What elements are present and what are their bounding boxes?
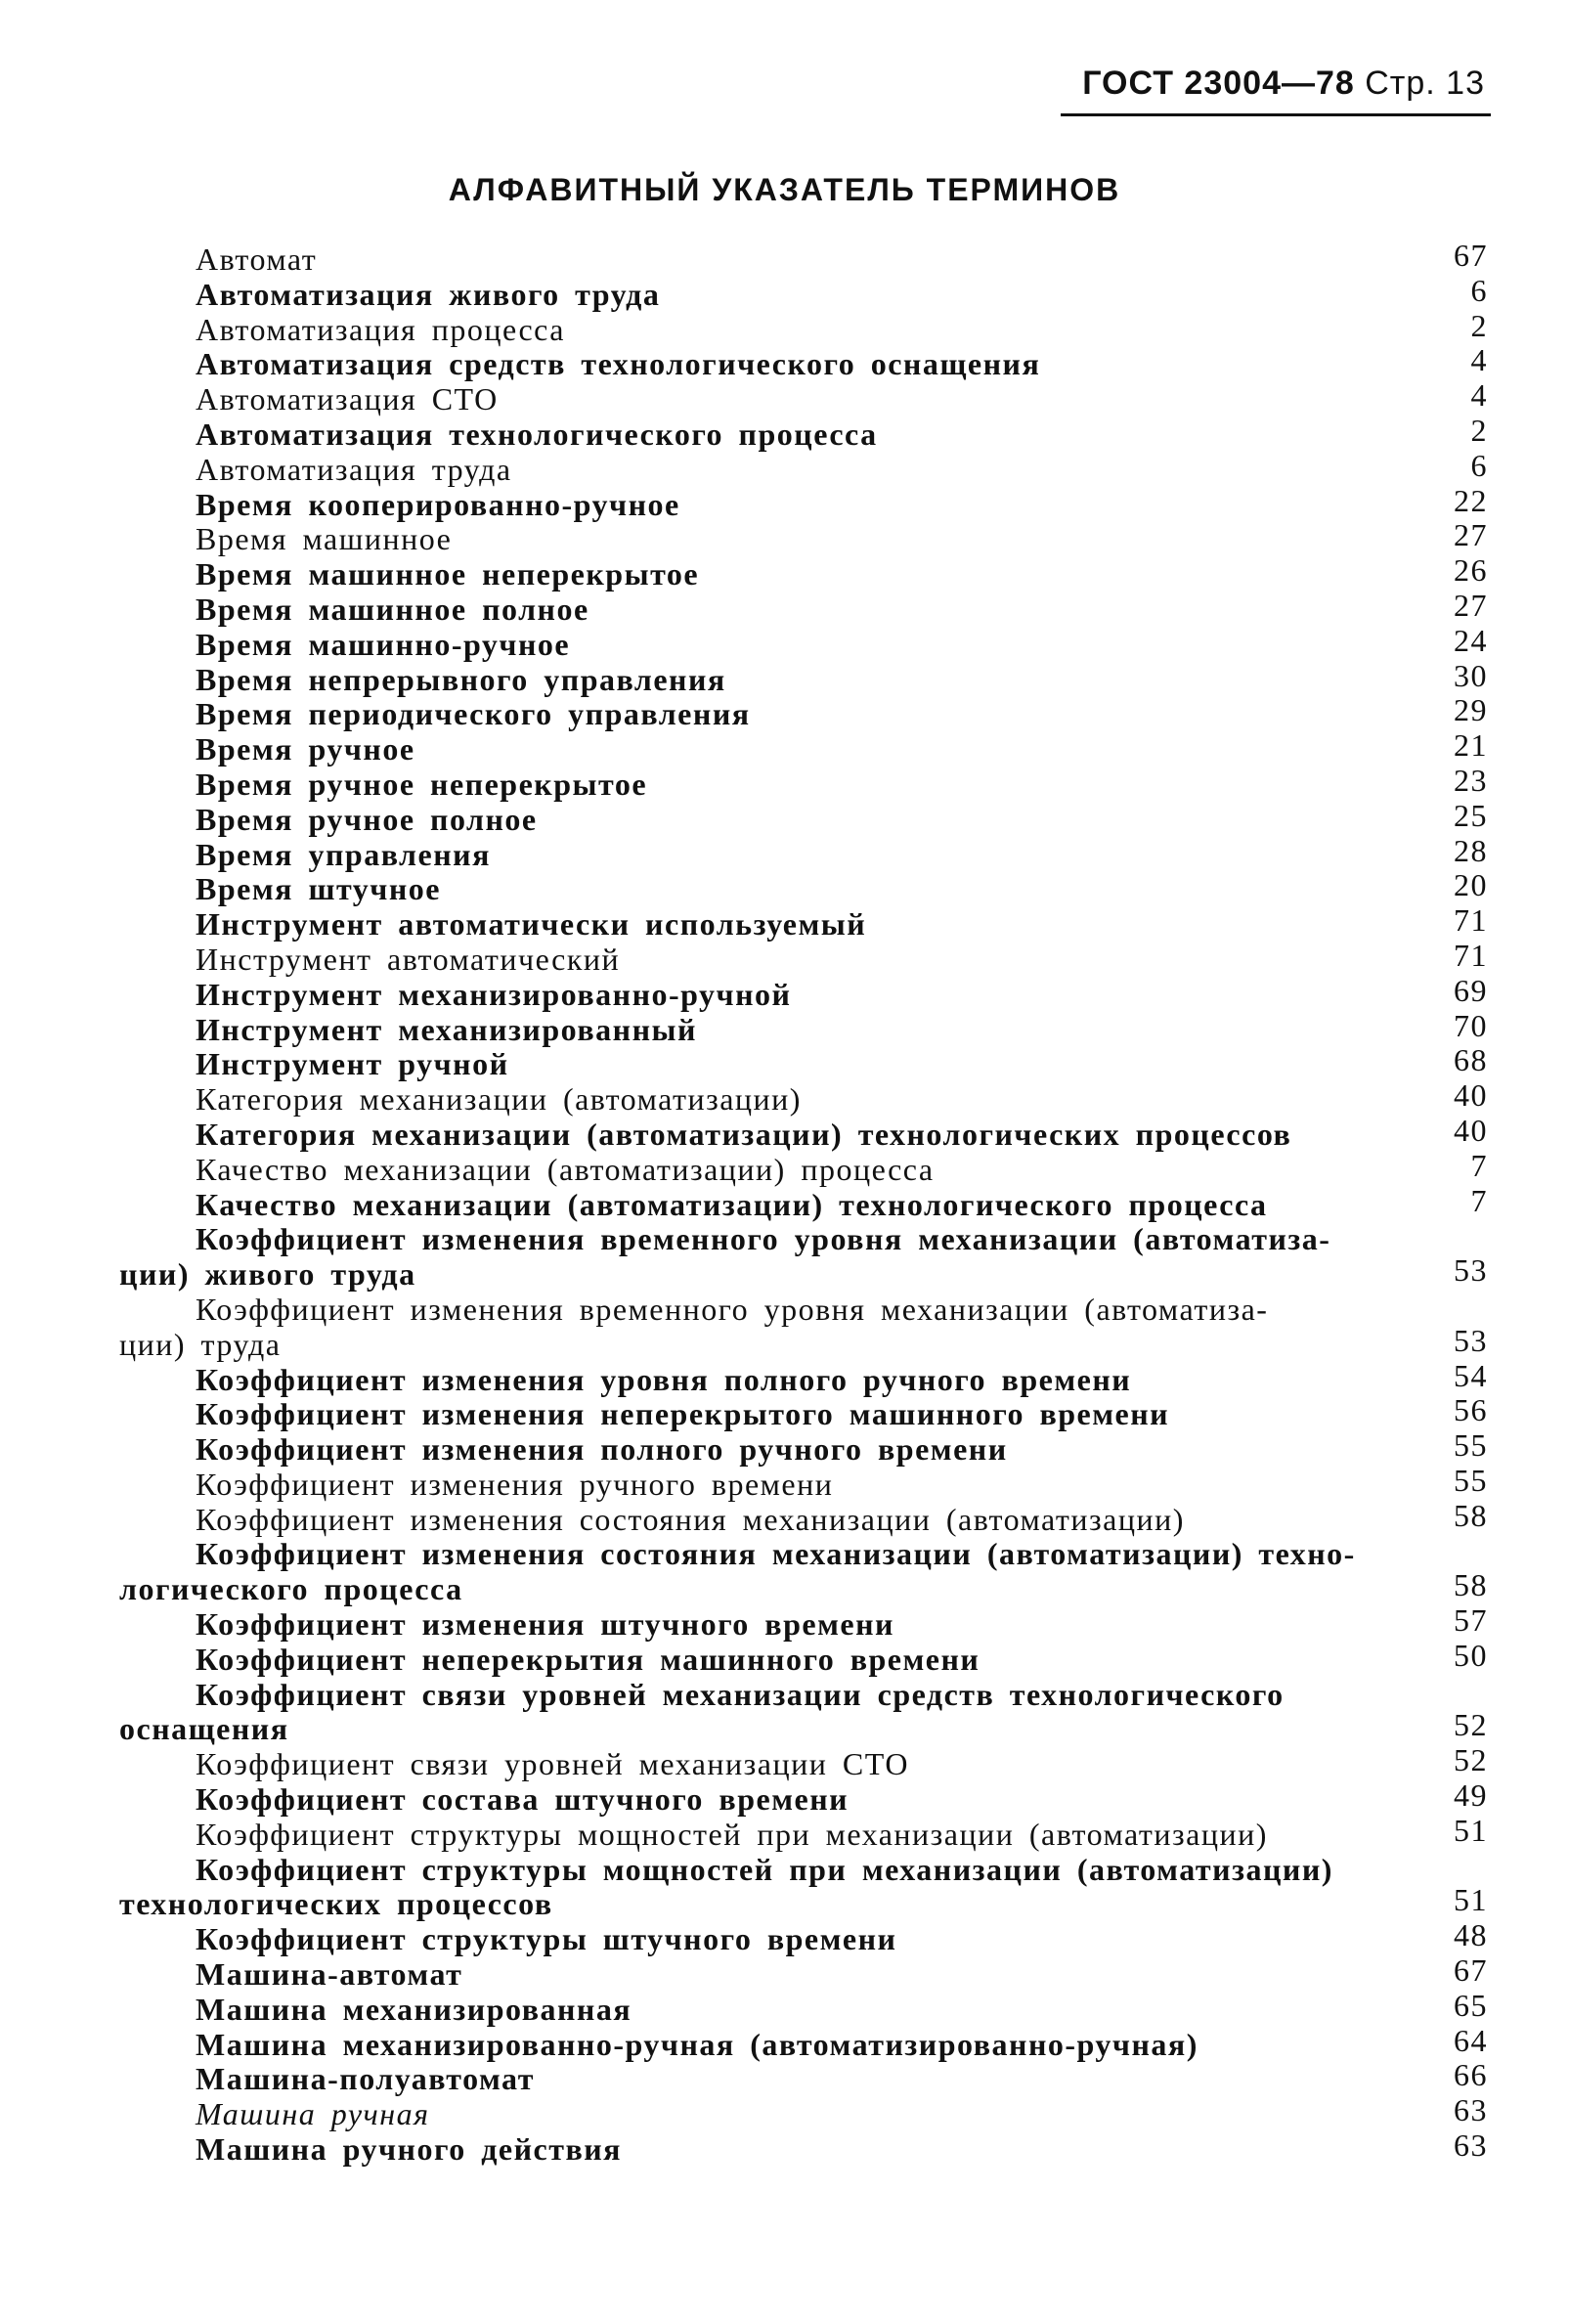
index-term: Время ручное полное (196, 801, 538, 837)
index-term: Время машинно-ручное (196, 626, 571, 662)
index-entry (119, 692, 1488, 732)
index-entry (119, 1392, 1488, 1432)
index-entry (119, 1853, 1488, 1888)
index-page-number: 69 (1454, 972, 1488, 1008)
index-page-number: 66 (1454, 2057, 1488, 2093)
index-page-number: 50 (1454, 1637, 1488, 1673)
index-page-number: 48 (1454, 1917, 1488, 1953)
index-page-number: 58 (1454, 1497, 1488, 1533)
index-page-number: 2 (1470, 307, 1488, 343)
index-page-number: 40 (1454, 1077, 1488, 1114)
index-entry (119, 1147, 1488, 1188)
index-entry (119, 727, 1488, 767)
page-title: АЛФАВИТНЫЙ УКАЗАТЕЛЬ ТЕРМИНОВ (448, 172, 1121, 207)
index-term: Качество механизации (автоматизации) процесса (196, 1151, 935, 1187)
header-rule (1061, 113, 1491, 116)
index-entry (119, 1462, 1488, 1503)
index-page-number: 67 (1454, 1952, 1488, 1989)
index-term: Коэффициент связи уровней механизации СТО (196, 1746, 909, 1782)
index-term: Машина ручная (196, 2096, 430, 2132)
index-entry (119, 902, 1488, 943)
index-entry (119, 1357, 1488, 1398)
index-entry (119, 1567, 1488, 1607)
index-term: Время кооперированно-ручное (196, 486, 680, 522)
index-entry (119, 1742, 1488, 1782)
index-page-number: 7 (1470, 1182, 1488, 1218)
index-entry (119, 482, 1488, 523)
index-page-number: 52 (1454, 1707, 1488, 1743)
index-entry (119, 552, 1488, 592)
index-term: Время машинное полное (196, 591, 589, 627)
index-term: Коэффициент состава штучного времени (196, 1781, 850, 1818)
index-page-number: 64 (1454, 2022, 1488, 2058)
index-entry (119, 2057, 1488, 2097)
index-page-number: 53 (1454, 1252, 1488, 1289)
index-entry (119, 307, 1488, 348)
index-page-number: 28 (1454, 832, 1488, 868)
index-page-number: 20 (1454, 867, 1488, 903)
index-term: ции) труда (119, 1326, 282, 1362)
index-entry (119, 1427, 1488, 1468)
index-term: Время ручное (196, 731, 415, 767)
index-term: Время машинное (196, 521, 453, 557)
index-entry (119, 447, 1488, 488)
index-page-number: 29 (1454, 692, 1488, 728)
index-term: Коэффициент изменения ручного времени (196, 1466, 834, 1502)
index-term: Автоматизация средств технологического оснащения (196, 346, 1041, 382)
index-page-number: 22 (1454, 482, 1488, 518)
index-term: Коэффициент структуры штучного времени (196, 1921, 897, 1957)
page-number: Стр. 13 (1365, 65, 1485, 102)
index-term: Коэффициент изменения временного уровня механизации (автоматиза- (196, 1291, 1269, 1327)
index-entry (119, 1042, 1488, 1082)
index-entry (119, 587, 1488, 628)
index-entry (119, 797, 1488, 838)
standard-number: ГОСТ 23004—78 (1082, 65, 1355, 102)
index-page-number: 24 (1454, 622, 1488, 658)
index-term: Коэффициент изменения уровня полного ручного времени (196, 1361, 1132, 1397)
index-term: Качество механизации (автоматизации) технологического процесса (196, 1186, 1268, 1222)
index-page-number: 6 (1470, 272, 1488, 308)
index-entry (119, 238, 1488, 278)
index-entry (119, 377, 1488, 417)
index-term: Инструмент ручной (196, 1046, 509, 1082)
index-term: Коэффициент изменения временного уровня механизации (автоматиза- (196, 1221, 1331, 1257)
index-entry (119, 2127, 1488, 2168)
index-term: ции) живого труда (119, 1256, 416, 1293)
index-entry (119, 1678, 1488, 1713)
index-entry (119, 272, 1488, 313)
index-page-number: 54 (1454, 1357, 1488, 1393)
index-term: Категория механизации (автоматизации) технологических процессов (196, 1116, 1292, 1152)
index-page-number: 4 (1470, 377, 1488, 414)
index-page-number: 7 (1470, 1147, 1488, 1183)
index-term: Время машинное неперекрытое (196, 556, 700, 592)
index-entry (119, 972, 1488, 1013)
index-page-number: 4 (1470, 342, 1488, 378)
index-page-number: 51 (1454, 1812, 1488, 1848)
index-page-number: 63 (1454, 2127, 1488, 2164)
index-term: Автомат (196, 241, 318, 277)
index-term: Коэффициент структуры мощностей при механизации (автоматизации) (196, 1851, 1333, 1887)
index-term: Машина-полуавтомат (196, 2061, 535, 2097)
index-entry (119, 832, 1488, 873)
index-page-number: 56 (1454, 1392, 1488, 1428)
index-term: Коэффициент изменения состояния механизации (автоматизации) техно- (196, 1536, 1356, 1572)
index-term: Машина ручного действия (196, 2131, 622, 2168)
index-page-number: 21 (1454, 727, 1488, 764)
index-entry (119, 1112, 1488, 1153)
index-entry (119, 1537, 1488, 1572)
index-term: логического процесса (119, 1571, 463, 1607)
index-entry (119, 622, 1488, 663)
index-entry (119, 412, 1488, 453)
index-entry (119, 1917, 1488, 1957)
index-entry (119, 1222, 1488, 1257)
index-page-number: 53 (1454, 1322, 1488, 1358)
index-term: Автоматизация процесса (196, 311, 565, 347)
index-entry (119, 517, 1488, 557)
index-term: Инструмент автоматически используемый (196, 906, 867, 943)
index-page-number: 49 (1454, 1777, 1488, 1814)
index-entry (119, 1322, 1488, 1363)
index-page-number: 71 (1454, 902, 1488, 939)
index-page-number: 40 (1454, 1112, 1488, 1148)
index-entry (119, 1637, 1488, 1678)
index-term: Машина механизированная (196, 1991, 632, 2027)
index-entry (119, 1602, 1488, 1643)
index-page-number: 68 (1454, 1042, 1488, 1078)
index-term: Время штучное (196, 871, 441, 907)
index-term: Время периодического управления (196, 696, 751, 732)
index-page-number: 2 (1470, 412, 1488, 448)
index-term: технологических процессов (119, 1886, 553, 1922)
index-entry (119, 1952, 1488, 1993)
index-term: Автоматизация СТО (196, 381, 499, 417)
index-entry (119, 657, 1488, 698)
index-term: Коэффициент изменения полного ручного времени (196, 1431, 1008, 1468)
index-page-number: 55 (1454, 1462, 1488, 1498)
index-entry (119, 762, 1488, 803)
index-entry (119, 1007, 1488, 1048)
index-page-number: 6 (1470, 447, 1488, 483)
index-page-number: 27 (1454, 587, 1488, 623)
index-term: Коэффициент связи уровней механизации средств технологического (196, 1676, 1285, 1712)
index-page-number: 27 (1454, 517, 1488, 553)
index-page-number: 58 (1454, 1567, 1488, 1603)
index-entry (119, 1987, 1488, 2028)
index-term: Инструмент автоматический (196, 941, 621, 977)
index-page-number: 25 (1454, 797, 1488, 833)
index-page-number: 30 (1454, 657, 1488, 693)
index-page-number: 63 (1454, 2092, 1488, 2128)
index-term: Автоматизация труда (196, 451, 512, 487)
index-term: Время непрерывного управления (196, 661, 726, 697)
index-term: Инструмент механизированный (196, 1011, 697, 1047)
index-entry (119, 1293, 1488, 1328)
index-term: оснащения (119, 1711, 289, 1747)
index-term: Коэффициент изменения штучного времени (196, 1606, 894, 1643)
index-term: Коэффициент неперекрытия машинного времени (196, 1641, 981, 1677)
index-term: Коэффициент изменения неперекрытого машинного времени (196, 1396, 1170, 1432)
index-entry (119, 1882, 1488, 1922)
page-header (1082, 65, 1485, 103)
index-term: Машина механизированно-ручная (автоматизированно-ручная) (196, 2026, 1199, 2062)
index-term: Коэффициент изменения состояния механизации (автоматизации) (196, 1501, 1185, 1537)
index-page-number: 26 (1454, 552, 1488, 589)
index-term: Время управления (196, 836, 491, 872)
index-entry (119, 1497, 1488, 1538)
index-term: Коэффициент структуры мощностей при механизации (автоматизации) (196, 1816, 1268, 1852)
index-entry (119, 2092, 1488, 2132)
index-entry (119, 1077, 1488, 1118)
index-page-number: 70 (1454, 1007, 1488, 1043)
index-page-number: 23 (1454, 762, 1488, 798)
index-entry (119, 937, 1488, 978)
index-page-number: 71 (1454, 937, 1488, 973)
index-page-number: 51 (1454, 1882, 1488, 1918)
index-entry (119, 342, 1488, 382)
index-term: Автоматизация технологического процесса (196, 416, 878, 452)
index-page-number: 57 (1454, 1602, 1488, 1639)
index-term: Категория механизации (автоматизации) (196, 1081, 802, 1118)
index-term: Время ручное неперекрытое (196, 766, 648, 802)
term-index-list (119, 238, 1488, 2168)
index-entry (119, 1182, 1488, 1223)
index-entry (119, 1812, 1488, 1853)
index-entry (119, 1252, 1488, 1293)
index-entry (119, 2022, 1488, 2063)
index-term: Инструмент механизированно-ручной (196, 976, 792, 1012)
index-term: Машина-автомат (196, 1956, 463, 1993)
index-term: Автоматизация живого труда (196, 276, 661, 312)
index-entry (119, 1707, 1488, 1747)
index-entry (119, 1777, 1488, 1818)
index-page-number: 52 (1454, 1742, 1488, 1778)
index-page-number: 55 (1454, 1427, 1488, 1464)
index-page-number: 67 (1454, 238, 1488, 273)
index-entry (119, 867, 1488, 907)
index-page-number: 65 (1454, 1987, 1488, 2023)
